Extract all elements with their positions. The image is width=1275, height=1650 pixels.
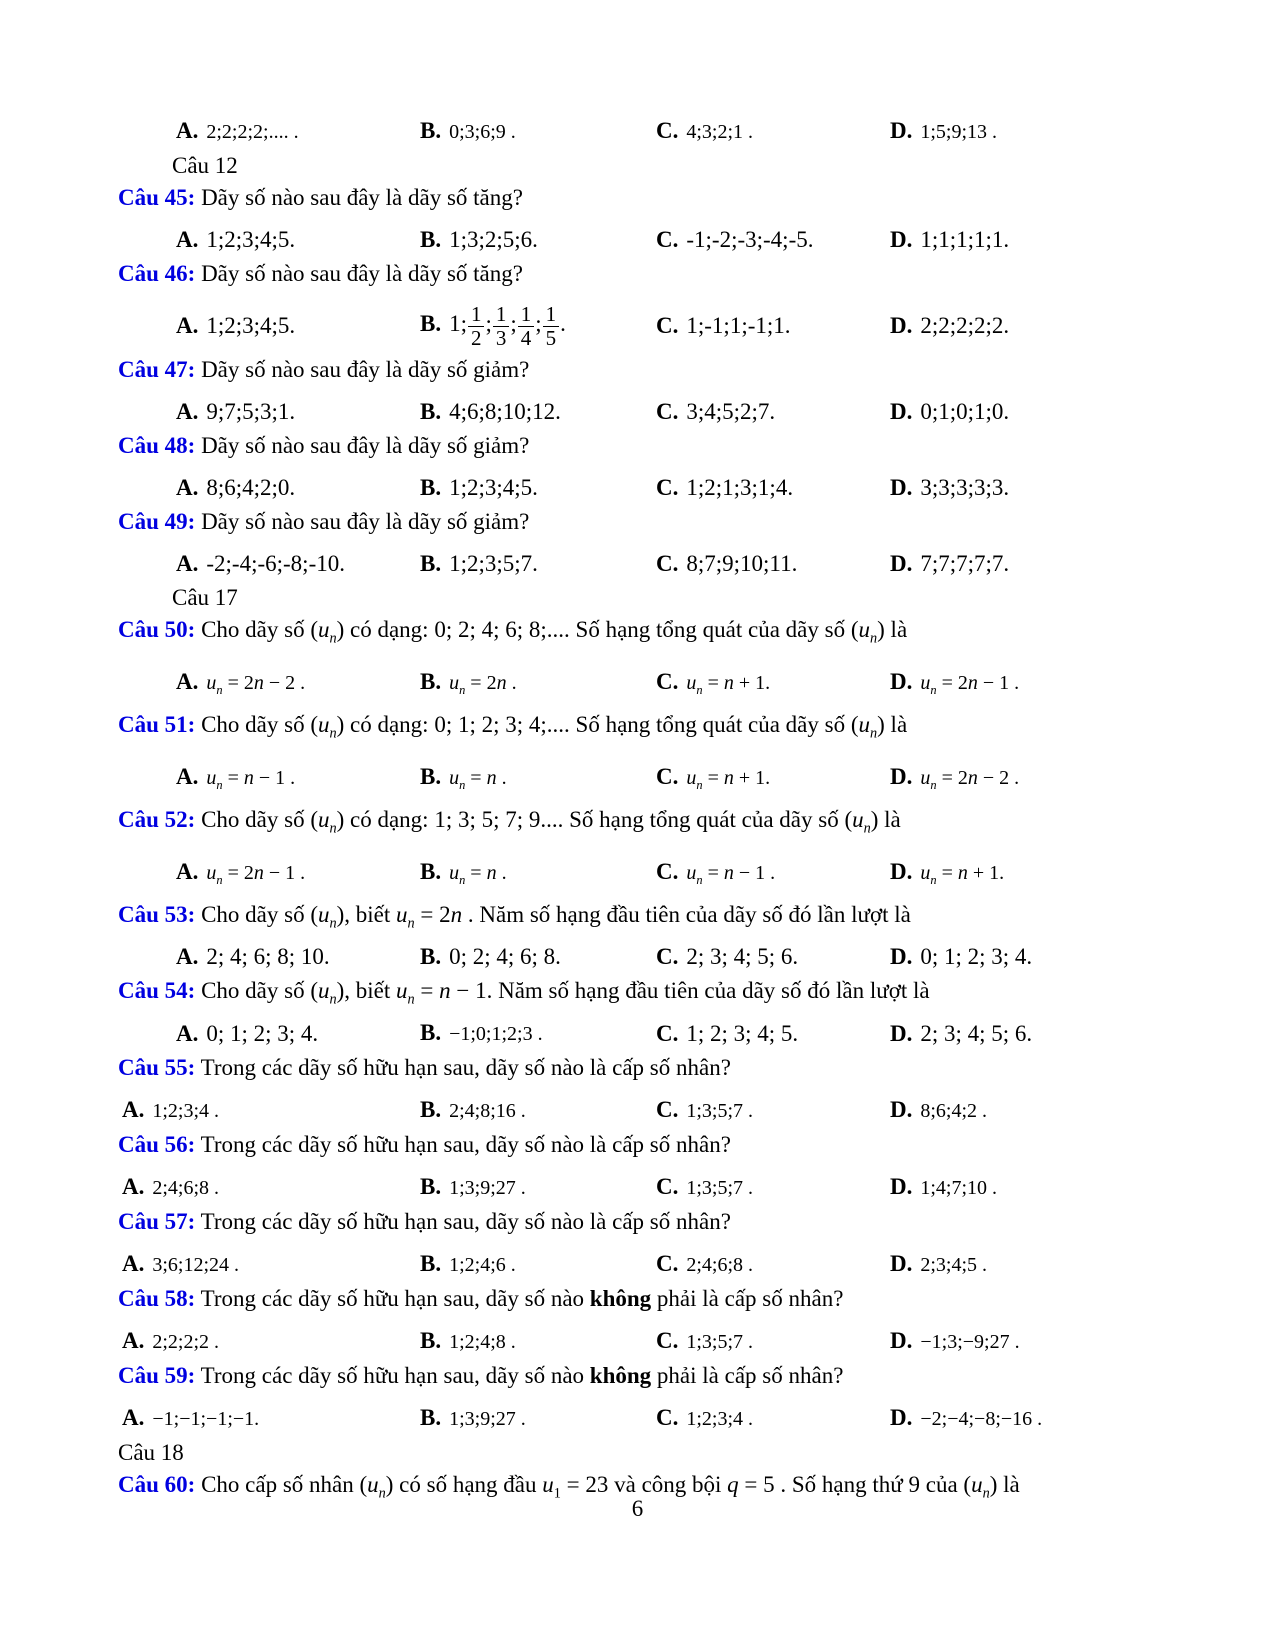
option-c (656, 116, 890, 147)
option-letter: B. (420, 1020, 442, 1046)
option-value: $u_n = n - 1$ . (686, 862, 776, 888)
option-value: 3;6;12;24 . (152, 1254, 240, 1277)
option-letter: B. (420, 859, 442, 885)
option-b (420, 1172, 656, 1203)
option-letter: A. (176, 669, 199, 695)
option-value: 2;2;2;2;.... . (206, 121, 299, 143)
option-letter: A. (176, 399, 199, 425)
option-letter: C. (656, 1174, 679, 1200)
option-value: $u_n = n - 1$ . (206, 767, 296, 793)
option-value: 1;2;3;4 . (686, 1408, 754, 1431)
option-letter: A. (176, 118, 199, 143)
question-text: Trong các dãy số hữu hạn sau, dãy số nào là cấp số nhân? (200, 1209, 731, 1235)
option-value: 1;2;3;4;5. (449, 475, 538, 501)
answer-options-row (118, 225, 1165, 255)
option-c (656, 1095, 890, 1126)
fraction: $\frac{1}{2}$ (468, 303, 485, 349)
option-letter: D. (890, 1020, 913, 1046)
option-value: 1;-1;1;-1;1. (686, 313, 791, 339)
option-value: 8;7;9;10;11. (686, 551, 798, 577)
answer-options-row (118, 1249, 1165, 1280)
option-a (118, 1172, 420, 1203)
option-value: 2;2;2;2 . (152, 1331, 220, 1354)
option-a (118, 1403, 420, 1434)
option-value: 2;4;6;8 . (152, 1177, 220, 1200)
option-a (118, 1095, 420, 1126)
question-text: Cho dãy số $(u_n)$ có dạng: 1; 3; 5; 7; 9.... Số hạng tổng quát của dãy số $(u_n)$ là (201, 807, 901, 837)
question-number: Câu 51: (118, 712, 196, 738)
option-letter: B. (420, 669, 442, 695)
option-value: 9;7;5;3;1. (206, 399, 296, 425)
option-b (420, 762, 656, 793)
option-value: $u_n = 2n - 2$ . (920, 767, 1020, 793)
question-line (118, 1053, 1165, 1083)
option-a (118, 1249, 420, 1280)
option-c (656, 1249, 890, 1280)
option-letter: D. (890, 1251, 913, 1277)
question-number: Câu 59: (118, 1363, 196, 1389)
option-letter: A. (122, 1174, 145, 1200)
option-letter: D. (890, 1174, 913, 1200)
option-value: 2; 3; 4; 5; 6. (686, 944, 799, 970)
question-ref: Câu 12 (172, 153, 238, 178)
option-c (656, 667, 890, 698)
option-value: 0; 2; 4; 6; 8. (449, 944, 561, 970)
option-letter: C. (656, 1251, 679, 1277)
option-value: 1; 2; 3; 4; 5. (686, 1020, 799, 1046)
option-letter: D. (890, 551, 913, 577)
question-text: Dãy số nào sau đây là dãy số tăng? (201, 185, 523, 210)
option-c (656, 857, 890, 888)
question-line (118, 1130, 1165, 1160)
option-letter: C. (656, 1328, 679, 1354)
option-value: 2;3;4;5 . (920, 1254, 988, 1277)
option-c (656, 1172, 890, 1203)
option-d (890, 1019, 1165, 1049)
option-letter: D. (890, 118, 913, 143)
question-number: Câu 47: (118, 357, 196, 383)
option-d (890, 762, 1165, 793)
option-letter: A. (176, 1020, 199, 1046)
answer-options-row (118, 1326, 1165, 1357)
option-value: 2;4;8;16 . (449, 1100, 526, 1123)
answer-options-row (118, 1403, 1165, 1434)
option-letter: B. (420, 764, 442, 790)
question-text: Trong các dãy số hữu hạn sau, dãy số nào là cấp số nhân? (200, 1132, 731, 1158)
option-b (420, 1018, 656, 1049)
option-value: 8;6;4;2;0. (206, 475, 296, 501)
question-number: Câu 45: (118, 185, 196, 210)
option-letter: C. (656, 551, 679, 577)
answer-options-row (118, 116, 1165, 147)
option-c (656, 473, 890, 503)
answer-options-row (118, 667, 1165, 698)
option-d (890, 1249, 1165, 1280)
fraction: $\frac{1}{5}$ (543, 303, 560, 349)
option-b (420, 1249, 656, 1280)
question-line (118, 259, 1165, 289)
question-line (118, 900, 1165, 930)
question-number: Câu 53: (118, 902, 196, 928)
option-letter: B. (420, 551, 442, 577)
option-d (890, 1326, 1165, 1357)
option-value: 0; 1; 2; 3; 4. (920, 944, 1033, 970)
option-value: 1;3;9;27 . (449, 1408, 526, 1431)
option-letter: C. (656, 1097, 679, 1123)
option-value: 1;3;5;7 . (686, 1331, 754, 1354)
option-value: 4;3;2;1 . (686, 121, 754, 143)
question-ref: Câu 17 (172, 585, 238, 611)
option-value: 0;1;0;1;0. (920, 399, 1010, 425)
option-a (118, 1019, 420, 1049)
option-a (118, 1326, 420, 1357)
option-letter: C. (656, 944, 679, 970)
option-a (118, 116, 420, 147)
fraction: $\frac{1}{4}$ (518, 303, 535, 349)
option-value: 1;2;4;6 . (449, 1254, 516, 1277)
option-b (420, 942, 656, 972)
question-text: Dãy số nào sau đây là dãy số giảm? (201, 357, 530, 383)
option-letter: D. (890, 1405, 913, 1431)
option-letter: C. (656, 118, 679, 143)
question-line (118, 1361, 1165, 1391)
page-footer (0, 1496, 1275, 1522)
option-letter: B. (420, 1405, 442, 1431)
option-value: -1;-2;-3;-4;-5. (686, 227, 814, 252)
answer-options-row (118, 473, 1165, 503)
option-letter: D. (890, 1097, 913, 1123)
question-number: Câu 60: (118, 1472, 196, 1498)
option-letter: A. (122, 1097, 145, 1123)
option-b (420, 225, 656, 255)
option-letter: C. (656, 227, 679, 252)
option-letter: A. (176, 944, 199, 970)
option-letter: A. (176, 551, 199, 577)
option-value: 3;4;5;2;7. (686, 399, 776, 425)
question-number: Câu 52: (118, 807, 196, 833)
option-value: $u_n = n + 1$. (686, 767, 771, 793)
option-letter: A. (176, 859, 199, 885)
answer-options-row (118, 397, 1165, 427)
question-number: Câu 49: (118, 509, 196, 535)
option-d (890, 473, 1165, 503)
option-b (420, 116, 656, 147)
page-number: 6 (631, 1496, 644, 1521)
option-letter: B. (420, 475, 442, 501)
option-value: 1;2;3;4;5. (206, 313, 296, 339)
question-text: Trong các dãy số hữu hạn sau, dãy số nào không phải là cấp số nhân? (200, 1363, 844, 1389)
option-d (890, 116, 1165, 147)
option-value: $u_n = 2n - 1$ . (206, 862, 306, 888)
option-c (656, 762, 890, 793)
option-b (420, 667, 656, 698)
fraction: $\frac{1}{3}$ (493, 303, 510, 349)
option-value: 7;7;7;7;7. (920, 551, 1010, 577)
question-text: Dãy số nào sau đây là dãy số giảm? (201, 433, 530, 459)
option-letter: D. (890, 1328, 913, 1354)
option-letter: D. (890, 669, 913, 695)
question-number: Câu 56: (118, 1132, 196, 1158)
option-d (890, 1172, 1165, 1203)
option-value: 1;1;1;1;1. (920, 227, 1010, 252)
option-value: 0;3;6;9 . (449, 121, 516, 143)
option-letter: C. (656, 399, 679, 425)
option-letter: D. (890, 764, 913, 790)
question-text: Cho dãy số $(u_n)$ có dạng: 0; 1; 2; 3; 4;.... Số hạng tổng quát của dãy số $(u_n)$ là (201, 712, 908, 742)
question-line (118, 1284, 1165, 1314)
option-letter: C. (656, 859, 679, 885)
option-letter: A. (176, 475, 199, 501)
option-value: $u_n = n$ . (449, 767, 507, 793)
option-letter: A. (122, 1328, 145, 1354)
option-c (656, 549, 890, 579)
question-text: Cho dãy số $(u_n)$, biết $u_n = 2n$ . Năm số hạng đầu tiên của dãy số đó lần lượt là (201, 902, 911, 932)
option-value: 1;2;3;5;7. (449, 551, 538, 577)
question-line (118, 976, 1165, 1006)
option-b (420, 857, 656, 888)
option-b (420, 1326, 656, 1357)
option-letter: B. (420, 118, 442, 143)
answer-options-row (118, 1172, 1165, 1203)
answer-options-row (118, 1095, 1165, 1126)
option-value: 1;3;5;7 . (686, 1177, 754, 1200)
option-c (656, 1326, 890, 1357)
option-value: 2;2;2;2;2. (920, 313, 1010, 339)
option-letter: B. (420, 227, 442, 252)
option-letter: A. (122, 1405, 145, 1431)
option-b (420, 1095, 656, 1126)
option-a (118, 857, 420, 888)
question-line (118, 1207, 1165, 1237)
option-letter: D. (890, 475, 913, 501)
question-number: Câu 58: (118, 1286, 196, 1312)
option-value: 2;4;6;8 . (686, 1254, 754, 1277)
option-value: $u_n = n$ . (449, 862, 507, 888)
question-number: Câu 57: (118, 1209, 196, 1235)
question-line (118, 710, 1165, 740)
answer-options-row (118, 942, 1165, 972)
option-value: $u_n = 2n - 2$ . (206, 672, 306, 698)
question-text: Trong các dãy số hữu hạn sau, dãy số nào là cấp số nhân? (200, 1055, 731, 1081)
answer-options-row (118, 857, 1165, 888)
option-a (118, 311, 420, 341)
option-a (118, 473, 420, 503)
option-letter: C. (656, 764, 679, 790)
question-line (118, 507, 1165, 537)
option-b (420, 549, 656, 579)
option-value: -2;-4;-6;-8;-10. (206, 551, 345, 577)
option-c (656, 1403, 890, 1434)
question-text: Cho dãy số $(u_n)$ có dạng: 0; 2; 4; 6; 8;.... Số hạng tổng quát của dãy số $(u_n)$ là (201, 617, 908, 647)
option-b (420, 1403, 656, 1434)
option-letter: D. (890, 313, 913, 339)
answer-options-row (118, 1018, 1165, 1049)
question-text: Cho cấp số nhân $(u_n)$ có số hạng đầu $u_1 = 23$ và công bội q = 5 . Số hạng thứ 9 của $(u_n)$ là (201, 1472, 1020, 1502)
option-value: −1;−1;−1;−1. (152, 1408, 260, 1431)
option-letter: B. (420, 1251, 442, 1277)
question-text: Dãy số nào sau đây là dãy số giảm? (201, 509, 530, 535)
answer-options-row (118, 549, 1165, 579)
question-number: Câu 55: (118, 1055, 196, 1081)
option-d (890, 667, 1165, 698)
option-d (890, 857, 1165, 888)
question-number: Câu 54: (118, 978, 196, 1004)
question-number: Câu 48: (118, 433, 196, 459)
option-letter: A. (176, 313, 199, 339)
option-a (118, 942, 420, 972)
option-value: 1;3;2;5;6. (449, 227, 538, 252)
option-letter: C. (656, 669, 679, 695)
option-value: 3;3;3;3;3. (920, 475, 1010, 501)
option-c (656, 942, 890, 972)
option-letter: C. (656, 475, 679, 501)
question-line (118, 355, 1165, 385)
option-value: $u_n = n + 1$. (686, 672, 771, 698)
option-a (118, 549, 420, 579)
option-value: 1;3;5;7 . (686, 1100, 754, 1123)
option-letter: B. (420, 311, 442, 337)
option-value: −2;−4;−8;−16 . (920, 1408, 1043, 1431)
question-line (118, 183, 1165, 213)
option-value: 1;4;7;10 . (920, 1177, 998, 1200)
option-d (890, 397, 1165, 427)
option-value: −1;0;1;2;3 . (449, 1023, 543, 1046)
option-letter: A. (176, 227, 199, 252)
question-text: Trong các dãy số hữu hạn sau, dãy số nào không phải là cấp số nhân? (200, 1286, 844, 1312)
option-d (890, 942, 1165, 972)
option-letter: A. (122, 1251, 145, 1277)
option-value: $u_n = n + 1$. (920, 862, 1005, 888)
option-letter: A. (176, 764, 199, 790)
option-c (656, 311, 890, 341)
option-letter: D. (890, 944, 913, 970)
option-value: 1;5;9;13 . (920, 121, 998, 143)
option-letter: D. (890, 399, 913, 425)
option-value: 0; 1; 2; 3; 4. (206, 1020, 319, 1046)
option-value: 2; 4; 6; 8; 10. (206, 944, 330, 970)
question-line (118, 431, 1165, 461)
answer-options-row (118, 762, 1165, 793)
option-c (656, 397, 890, 427)
question-text: Dãy số nào sau đây là dãy số tăng? (201, 261, 523, 286)
option-b (420, 303, 656, 349)
option-value: 2; 3; 4; 5; 6. (920, 1020, 1033, 1046)
option-value: $u_n = 2n - 1$ . (920, 672, 1020, 698)
option-letter: B. (420, 1174, 442, 1200)
question-number: Câu 50: (118, 617, 196, 643)
option-value: $u_n = 2n$ . (449, 672, 517, 698)
option-value: 4;6;8;10;12. (449, 399, 561, 425)
question-ref: Câu 18 (118, 1440, 184, 1466)
option-value: 1;2;3;4;5. (206, 227, 296, 252)
option-value: 1;2;3;4 . (152, 1100, 220, 1123)
option-c (656, 225, 890, 255)
option-value: 8;6;4;2 . (920, 1100, 988, 1123)
option-value: 1;3;9;27 . (449, 1177, 526, 1200)
option-value: 1; $\frac{1}{2}$ ; $\frac{1}{3}$ ; $\frac{1}{4}$ ; $\frac{1}{5}$ . (449, 302, 566, 350)
option-value: 1;2;4;8 . (449, 1331, 516, 1354)
option-value: 1;2;1;3;1;4. (686, 475, 794, 501)
option-letter: D. (890, 227, 913, 252)
question-line (118, 615, 1165, 645)
option-letter: B. (420, 1097, 442, 1123)
option-a (118, 397, 420, 427)
answer-options-row (118, 303, 1165, 349)
option-c (656, 1019, 890, 1049)
option-d (890, 1403, 1165, 1434)
option-letter: C. (656, 1020, 679, 1046)
question-line (118, 805, 1165, 835)
question-text: Cho dãy số $(u_n)$, biết $u_n = n - 1$. Năm số hạng đầu tiên của dãy số đó lần lượt là (201, 978, 930, 1008)
option-letter: C. (656, 1405, 679, 1431)
option-a (118, 225, 420, 255)
option-b (420, 473, 656, 503)
option-value: −1;3;−9;27 . (920, 1331, 1020, 1354)
option-a (118, 762, 420, 793)
option-d (890, 311, 1165, 341)
option-d (890, 1095, 1165, 1126)
option-letter: B. (420, 399, 442, 425)
question-number: Câu 46: (118, 261, 196, 286)
option-d (890, 225, 1165, 255)
option-letter: B. (420, 1328, 442, 1354)
option-letter: B. (420, 944, 442, 970)
option-letter: C. (656, 313, 679, 339)
option-letter: D. (890, 859, 913, 885)
option-a (118, 667, 420, 698)
option-b (420, 397, 656, 427)
option-d (890, 549, 1165, 579)
